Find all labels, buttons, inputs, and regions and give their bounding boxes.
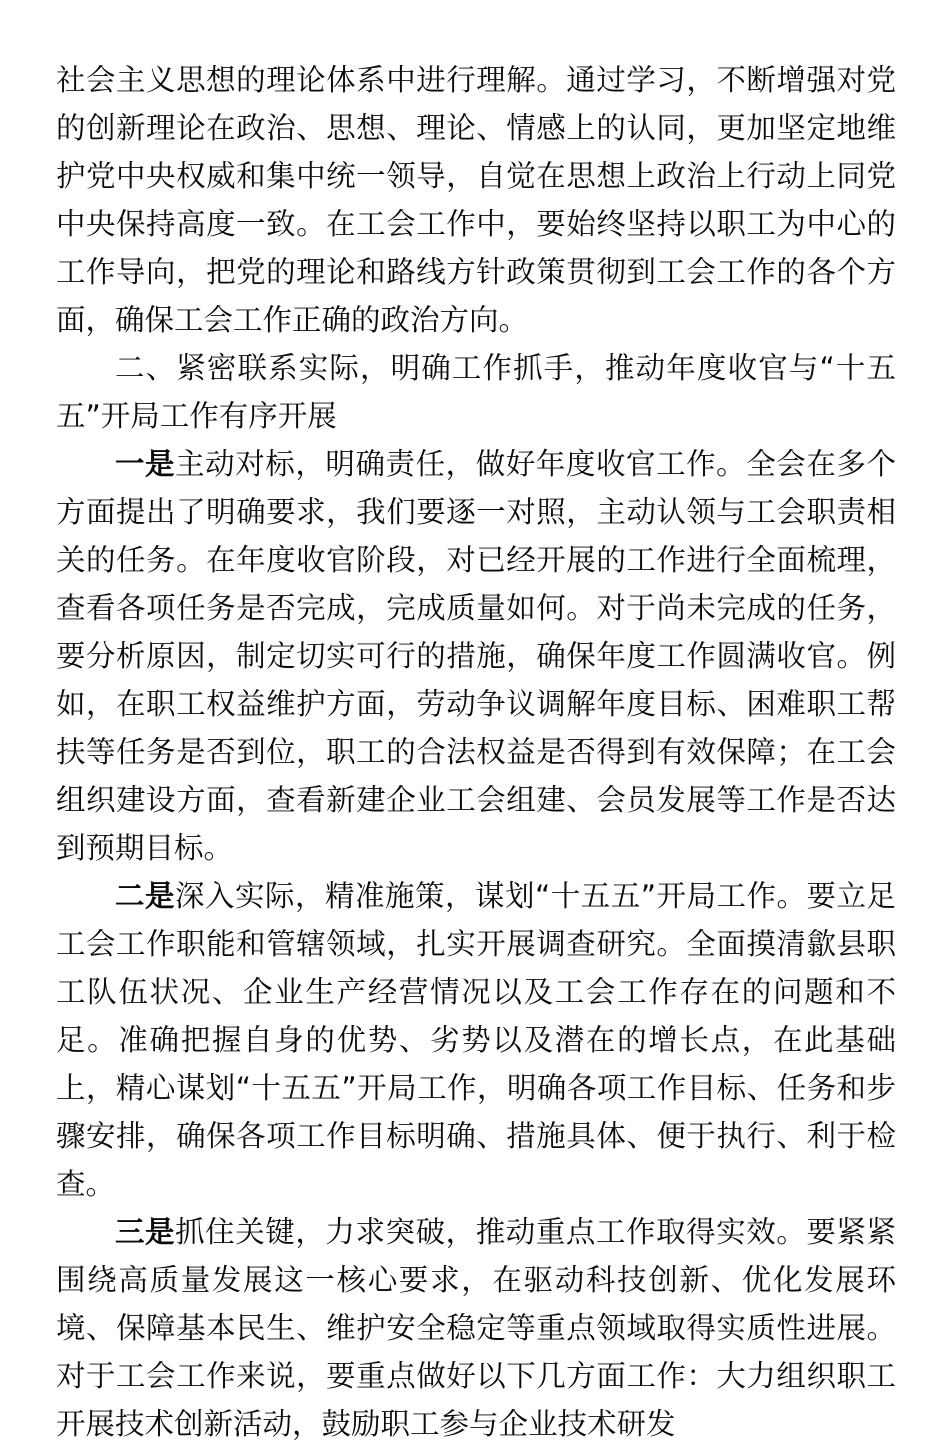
section-heading-text: 二、紧密联系实际，明确工作抓手，推动年度收官与“十五五”开局工作有序开展: [56, 351, 896, 433]
point-three-lead-label: 三是: [115, 1215, 176, 1249]
point-two-lead-label: 二是: [115, 879, 175, 913]
point-one-lead-label: 一是: [115, 447, 176, 481]
paragraph-point-three: [56, 1208, 896, 1448]
paragraph-text: 主动对标，明确责任，做好年度收官工作。全会在多个方面提出了明确要求，我们要逐一对照，主动认领与工会职责相关的任务。在年度收官阶段，对已经开展的工作进行全面梳理，查看各项任务是否完成，完成质量如何。对于尚未完成的任务，要分析原因，制定切实可行的措施，确保年度工作圆满收官。例如，在职工权益维护方面，劳动争议调解年度目标、困难职工帮扶等任务是否到位，职工的合法权益是否得到有效保障；在工会组织建设方面，查看新建企业工会组建、会员发展等工作是否达到预期目标。: [56, 447, 896, 865]
paragraph-text: 深入实际，精准施策，谋划“十五五”开局工作。要立足工会工作职能和管辖领域，扎实开展调查研究。全面摸清歙县职工队伍状况、企业生产经营情况以及工会工作存在的问题和不足。准确把握自身的优势、劣势以及潜在的增长点，在此基础上，精心谋划“十五五”开局工作，明确各项工作目标、任务和步骤安排，确保各项工作目标明确、措施具体、便于执行、利于检查。: [56, 879, 896, 1201]
paragraph-text: 社会主义思想的理论体系中进行理解。通过学习，不断增强对党的创新理论在政治、思想、理论、情感上的认同，更加坚定地维护党中央权威和集中统一领导，自觉在思想上政治上行动上同党中央保持高度一致。在工会工作中，要始终坚持以职工为中心的工作导向，把党的理论和路线方针政策贯彻到工会工作的各个方面，确保工会工作正确的政治方向。: [56, 63, 896, 337]
section-heading-two: [56, 344, 896, 440]
document-body: [56, 56, 896, 1448]
paragraph-point-one: [56, 440, 896, 872]
paragraph-point-two: [56, 872, 896, 1208]
paragraph-continued: [56, 56, 896, 344]
paragraph-text: 抓住关键，力求突破，推动重点工作取得实效。要紧紧围绕高质量发展这一核心要求，在驱动科技创新、优化发展环境、保障基本民生、维护安全稳定等重点领域取得实质性进展。对于工会工作来说，要重点做好以下几方面工作：大力组织职工开展技术创新活动，鼓励职工参与企业技术研发: [56, 1215, 896, 1441]
